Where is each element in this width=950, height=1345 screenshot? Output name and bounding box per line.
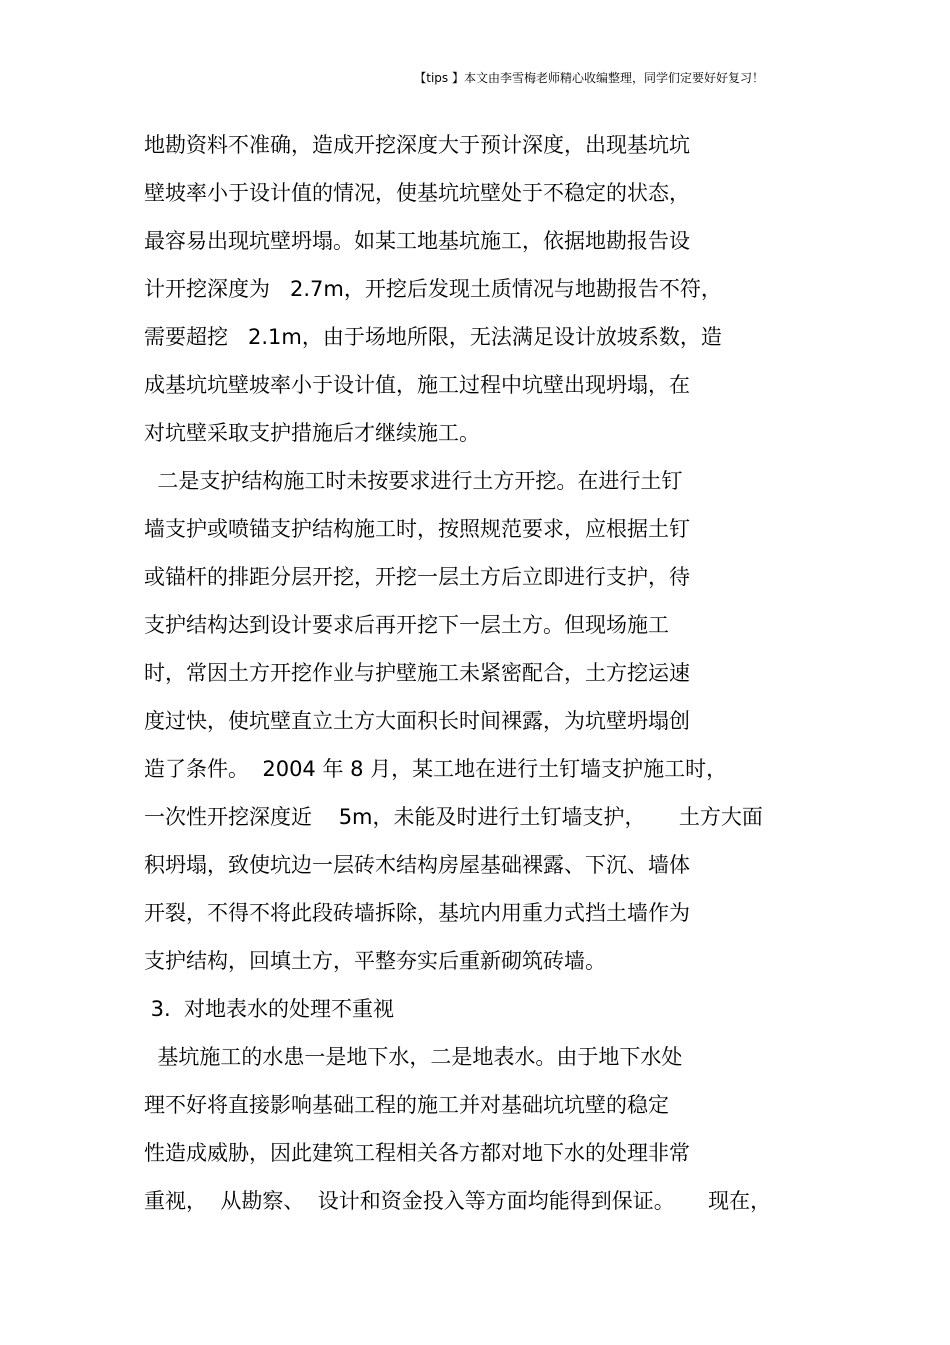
- text-line: 成基坑坑壁坡率小于设计值，施工过程中坑壁出现坍塌，在: [144, 373, 690, 397]
- text-line: 时，常因土方开挖作业与护壁施工未紧密配合，土方挖运速: [144, 661, 690, 685]
- text-line: 积坍塌，致使坑边一层砖木结构房屋基础裸露、下沉、墙体: [144, 853, 690, 877]
- text-line: 开裂，不得不将此段砖墙拆除，基坑内用重力式挡土墙作为: [144, 901, 690, 925]
- text-line: 对坑壁采取支护措施后才继续施工。: [144, 421, 480, 445]
- text-line: 理不好将直接影响基础工程的施工并对基础坑坑壁的稳定: [144, 1093, 669, 1117]
- text-line: 需要超挖 2.1m，由于场地所限，无法满足设计放坡系数，造: [144, 325, 722, 349]
- text-line: 性造成威胁，因此建筑工程相关各方都对地下水的处理非常: [144, 1141, 690, 1165]
- section-heading: 3. 对地表水的处理不重视: [144, 997, 395, 1021]
- header-tip: 【tips 】本文由李雪梅老师精心收编整理，同学们定要好好复习！: [414, 71, 764, 85]
- text-line: 基坑施工的水患一是地下水，二是地表水。由于地下水处: [144, 1045, 683, 1069]
- text-line: 墙支护或喷锚支护结构施工时，按照规范要求，应根据土钉: [144, 517, 690, 541]
- text-line: 造了条件。 2004 年 8 月，某工地在进行土钉墙支护施工时，: [144, 757, 728, 781]
- text-line: 度过快，使坑壁直立土方大面积长时间裸露，为坑壁坍塌创: [144, 709, 690, 733]
- text-line: 重视， 从勘察、 设计和资金投入等方面均能得到保证。 现在，: [144, 1189, 772, 1213]
- text-line: 支护结构，回填土方，平整夯实后重新砌筑砖墙。: [144, 949, 606, 973]
- text-line: 或锚杆的排距分层开挖，开挖一层土方后立即进行支护，待: [144, 565, 690, 589]
- text-line: 一次性开挖深度近 5m，未能及时进行土钉墙支护， 土方大面: [144, 805, 763, 829]
- text-line: 二是支护结构施工时未按要求进行土方开挖。在进行土钉: [144, 469, 683, 493]
- text-line: 最容易出现坑壁坍塌。如某工地基坑施工，依据地勘报告设: [144, 229, 690, 253]
- text-line: 地勘资料不准确，造成开挖深度大于预计深度，出现基坑坑: [144, 133, 690, 157]
- text-line: 壁坡率小于设计值的情况，使基坑坑壁处于不稳定的状态，: [144, 181, 690, 205]
- text-line: 支护结构达到设计要求后再开挖下一层土方。但现场施工: [144, 613, 669, 637]
- text-line: 计开挖深度为 2.7m，开挖后发现土质情况与地勘报告不符，: [144, 277, 722, 301]
